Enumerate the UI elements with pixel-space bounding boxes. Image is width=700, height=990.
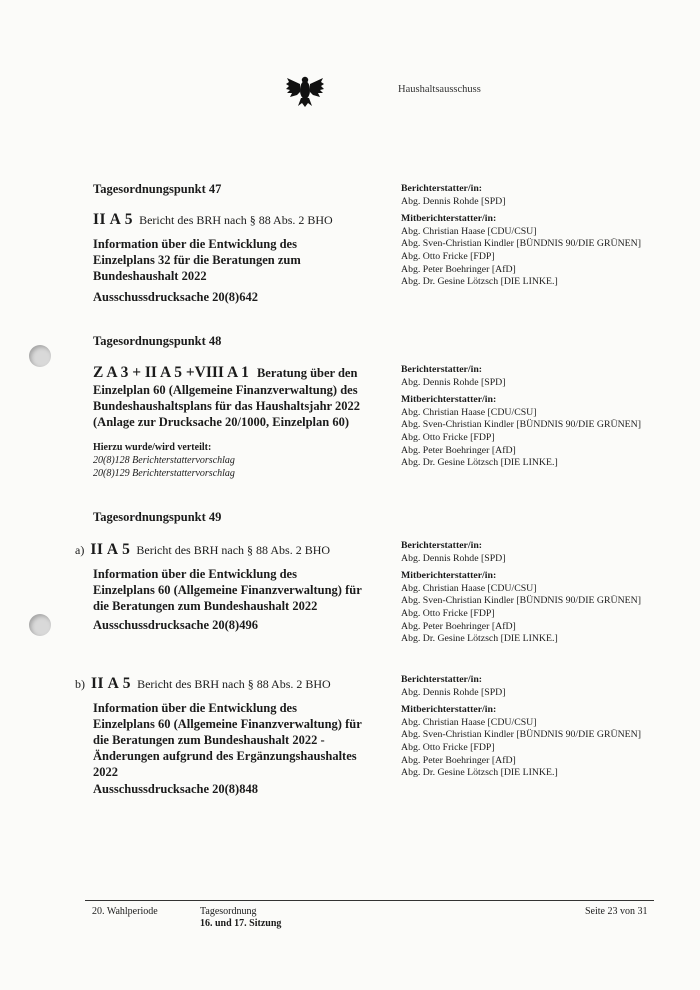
rapporteurs: [401, 183, 641, 289]
footer-period: 20. Wahlperiode: [92, 906, 158, 917]
info-line: Einzelplan 60 (Allgemeine Finanzverwaltung) des: [93, 383, 358, 397]
footer-divider: [85, 900, 654, 901]
agenda-code: Z A 3 + II A 5 +VIII A 1: [93, 364, 249, 381]
agenda-item-heading: [93, 364, 357, 382]
rapporteurs: [401, 540, 641, 646]
rapporteurs: [401, 674, 641, 780]
co-rapporteur: Abg. Christian Haase [CDU/CSU]: [401, 406, 537, 418]
co-rapporteur: Abg. Otto Fricke [FDP]: [401, 431, 495, 443]
footer-doc: [200, 906, 281, 930]
co-rapporteur: Abg. Dr. Gesine Lötzsch [DIE LINKE.]: [401, 633, 558, 645]
agenda-code: II A 5: [90, 541, 131, 558]
footer-doc-title: Tagesordnung: [200, 906, 257, 917]
subitem-letter: a): [75, 543, 85, 557]
co-rapporteur: Abg. Dr. Gesine Lötzsch [DIE LINKE.]: [401, 276, 558, 288]
agenda-info: [93, 700, 362, 780]
co-rapporteur: Abg. Sven-Christian Kindler [BÜNDNIS 90/DIE GRÜNEN]: [401, 238, 641, 250]
footer-page-number: Seite 23 von 31: [585, 906, 648, 917]
committee-document: Ausschussdrucksache 20(8)642: [93, 290, 258, 304]
co-rapporteur: Abg. Peter Boehringer [AfD]: [401, 620, 516, 632]
info-line: Einzelplans 32 für die Beratungen zum: [93, 253, 301, 267]
report-type: Bericht des BRH nach § 88 Abs. 2 BHO: [136, 543, 331, 557]
rapporteur: Abg. Dennis Rohde [SPD]: [401, 376, 506, 388]
info-line: die Beratungen zum Bundeshaushalt 2022 -: [93, 733, 325, 747]
committee-document: Ausschussdrucksache 20(8)496: [93, 618, 258, 632]
info-line: Bundeshaushaltsplans für das Haushaltsjahr 2022: [93, 399, 360, 413]
agenda-item-heading: [93, 211, 333, 229]
agenda-info: [93, 566, 362, 614]
co-rapporteur: Abg. Peter Boehringer [AfD]: [401, 263, 516, 275]
co-rapporteur: Abg. Sven-Christian Kindler [BÜNDNIS 90/DIE GRÜNEN]: [401, 729, 641, 741]
co-rapporteur: Abg. Otto Fricke [FDP]: [401, 250, 495, 262]
agenda-code: II A 5: [93, 211, 134, 228]
footer-session: 16. und 17. Sitzung: [200, 918, 282, 929]
report-type: Bericht des BRH nach § 88 Abs. 2 BHO: [137, 677, 331, 691]
punch-hole-top: [29, 345, 51, 367]
info-line: Änderungen aufgrund des Ergänzungshaushaltes: [93, 749, 357, 763]
rapporteur-label: Berichterstatter/in:: [401, 364, 483, 375]
federal-eagle-logo: [285, 72, 325, 108]
agenda-code: II A 5: [91, 675, 132, 692]
committee-document: Ausschussdrucksache 20(8)848: [93, 782, 258, 796]
info-line: 2022: [93, 765, 118, 779]
co-rapporteur: Abg. Christian Haase [CDU/CSU]: [401, 716, 537, 728]
rapporteur: Abg. Dennis Rohde [SPD]: [401, 552, 506, 564]
info-line: Einzelplans 60 (Allgemeine Finanzverwaltung) für: [93, 583, 362, 597]
agenda-item-title: Tagesordnungspunkt 47: [93, 182, 222, 196]
co-rapporteur: Abg. Otto Fricke [FDP]: [401, 607, 495, 619]
rapporteur-label: Berichterstatter/in:: [401, 183, 483, 194]
rapporteurs: [401, 364, 641, 470]
committee-name: Haushaltsausschuss: [398, 84, 481, 95]
co-rapporteur: Abg. Dr. Gesine Lötzsch [DIE LINKE.]: [401, 457, 558, 469]
rapporteur: Abg. Dennis Rohde [SPD]: [401, 686, 506, 698]
co-rapporteur: Abg. Sven-Christian Kindler [BÜNDNIS 90/DIE GRÜNEN]: [401, 595, 641, 607]
info-line: (Anlage zur Drucksache 20/1000, Einzelplan 60): [93, 415, 350, 429]
info-line: Einzelplans 60 (Allgemeine Finanzverwaltung) für: [93, 717, 362, 731]
co-rapporteur: Abg. Sven-Christian Kindler [BÜNDNIS 90/DIE GRÜNEN]: [401, 419, 641, 431]
info-line: Bundeshaushalt 2022: [93, 269, 207, 283]
rapporteur-label: Berichterstatter/in:: [401, 674, 483, 685]
agenda-info: [93, 382, 360, 430]
rapporteur: Abg. Dennis Rohde [SPD]: [401, 195, 506, 207]
distribution-label: Hierzu wurde/wird verteilt:: [93, 442, 212, 453]
agenda-item-title: Tagesordnungspunkt 49: [93, 510, 222, 524]
co-rapporteur: Abg. Christian Haase [CDU/CSU]: [401, 225, 537, 237]
distribution-note: [93, 441, 235, 480]
agenda-item-title: Tagesordnungspunkt 48: [93, 334, 222, 348]
agenda-info: [93, 236, 301, 284]
info-line: Information über die Entwicklung des: [93, 237, 297, 251]
info-line: Information über die Entwicklung des: [93, 567, 297, 581]
punch-hole-bottom: [29, 614, 51, 636]
co-rapporteur-label: Mitberichterstatter/in:: [401, 394, 497, 406]
co-rapporteur: Abg. Otto Fricke [FDP]: [401, 741, 495, 753]
agenda-item-heading: [75, 675, 331, 693]
distribution-doc: 20(8)129 Berichterstattervorschlag: [93, 468, 235, 479]
report-type: Bericht des BRH nach § 88 Abs. 2 BHO: [139, 213, 333, 227]
rapporteur-label: Berichterstatter/in:: [401, 540, 483, 551]
distribution-doc: 20(8)128 Berichterstattervorschlag: [93, 455, 235, 466]
co-rapporteur: Abg. Peter Boehringer [AfD]: [401, 754, 516, 766]
co-rapporteur-label: Mitberichterstatter/in:: [401, 570, 497, 582]
agenda-item-heading: [75, 541, 330, 559]
co-rapporteur-label: Mitberichterstatter/in:: [401, 704, 497, 716]
info-line: Information über die Entwicklung des: [93, 701, 297, 715]
co-rapporteur-label: Mitberichterstatter/in:: [401, 213, 497, 225]
info-line: die Beratungen zum Bundeshaushalt 2022: [93, 599, 318, 613]
co-rapporteur: Abg. Dr. Gesine Lötzsch [DIE LINKE.]: [401, 767, 558, 779]
co-rapporteur: Abg. Christian Haase [CDU/CSU]: [401, 582, 537, 594]
subitem-letter: b): [75, 677, 85, 691]
agenda-beratung: Beratung über den: [256, 366, 358, 380]
co-rapporteur: Abg. Peter Boehringer [AfD]: [401, 444, 516, 456]
